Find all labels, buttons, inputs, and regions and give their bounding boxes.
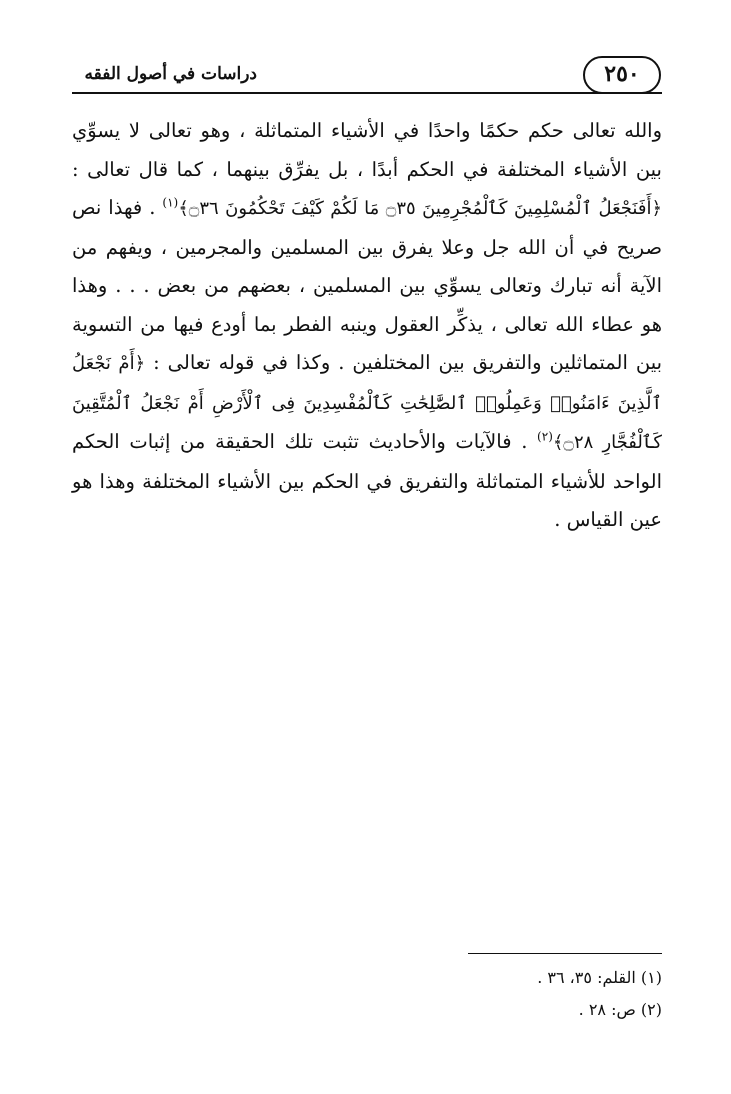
footnote-1: (١) القلم: ٣٥، ٣٦ . [537,968,662,987]
header-rule [72,92,662,94]
footnote-ref-1: (١) [162,195,179,210]
text-segment-3: . فالآيات والأحاديث تثبت تلك الحقيقة من إثبات الحكم الواحد للأشياء المتماثلة والتفريق في الحكم بين الأشياء المختلفة وهذا هو عين القياس . [72,430,662,531]
quran-quote-1: ﴿أَفَنَجْعَلُ ٱلْمُسْلِمِينَ كَٱلْمُجْرِمِينَ ۝٣٥ مَا لَكُمْ كَيْفَ تَحْكُمُونَ ۝٣٦﴾ [178,198,662,219]
main-paragraph [72,112,662,540]
footnote-rule [468,953,662,954]
footnote-ref-2: (٢) [537,429,553,444]
text-segment-1: والله تعالى حكم حكمًا واحدًا في الأشياء المتماثلة ، وهو تعالى لا يسوِّي بين الأشياء المختلفة في الحكم أبدًا ، بل يفرِّق بينهما ، كما قال تعالى : [72,119,662,181]
running-title: دراسات في أصول الفقه [84,64,257,84]
footnotes [72,962,662,1026]
footnote-2: (٢) ص: ٢٨ . [578,1000,662,1019]
text-segment-2: . فهذا نص صريح في أن الله جل وعلا يفرق بين المسلمين والمجرمين ، ويفهم من الآية أنه تبارك وتعالى يسوِّي بين المسلمين ، بعضهم من بعض . . . وهذا هو عطاء الله تعالى ، يذكِّر العقول وينبه الفطر بما أودع فيها من التسوية بين المتماثلين والتفريق بين المختلفين . وكذا في قوله تعالى : [72,196,663,374]
quran-quote-2: ﴿أَمْ نَجْعَلُ ٱلَّذِينَ ءَامَنُوا۟ وَعَمِلُوا۟ ٱلصَّٰلِحَٰتِ كَٱلْمُفْسِدِينَ فِى ٱلْأَرْضِ أَمْ نَجْعَلُ ٱلْمُتَّقِينَ كَٱلْفُجَّارِ ۝٢٨﴾ [72,353,662,453]
body-text [72,112,662,540]
page-number: ٢٥٠ [583,56,661,94]
